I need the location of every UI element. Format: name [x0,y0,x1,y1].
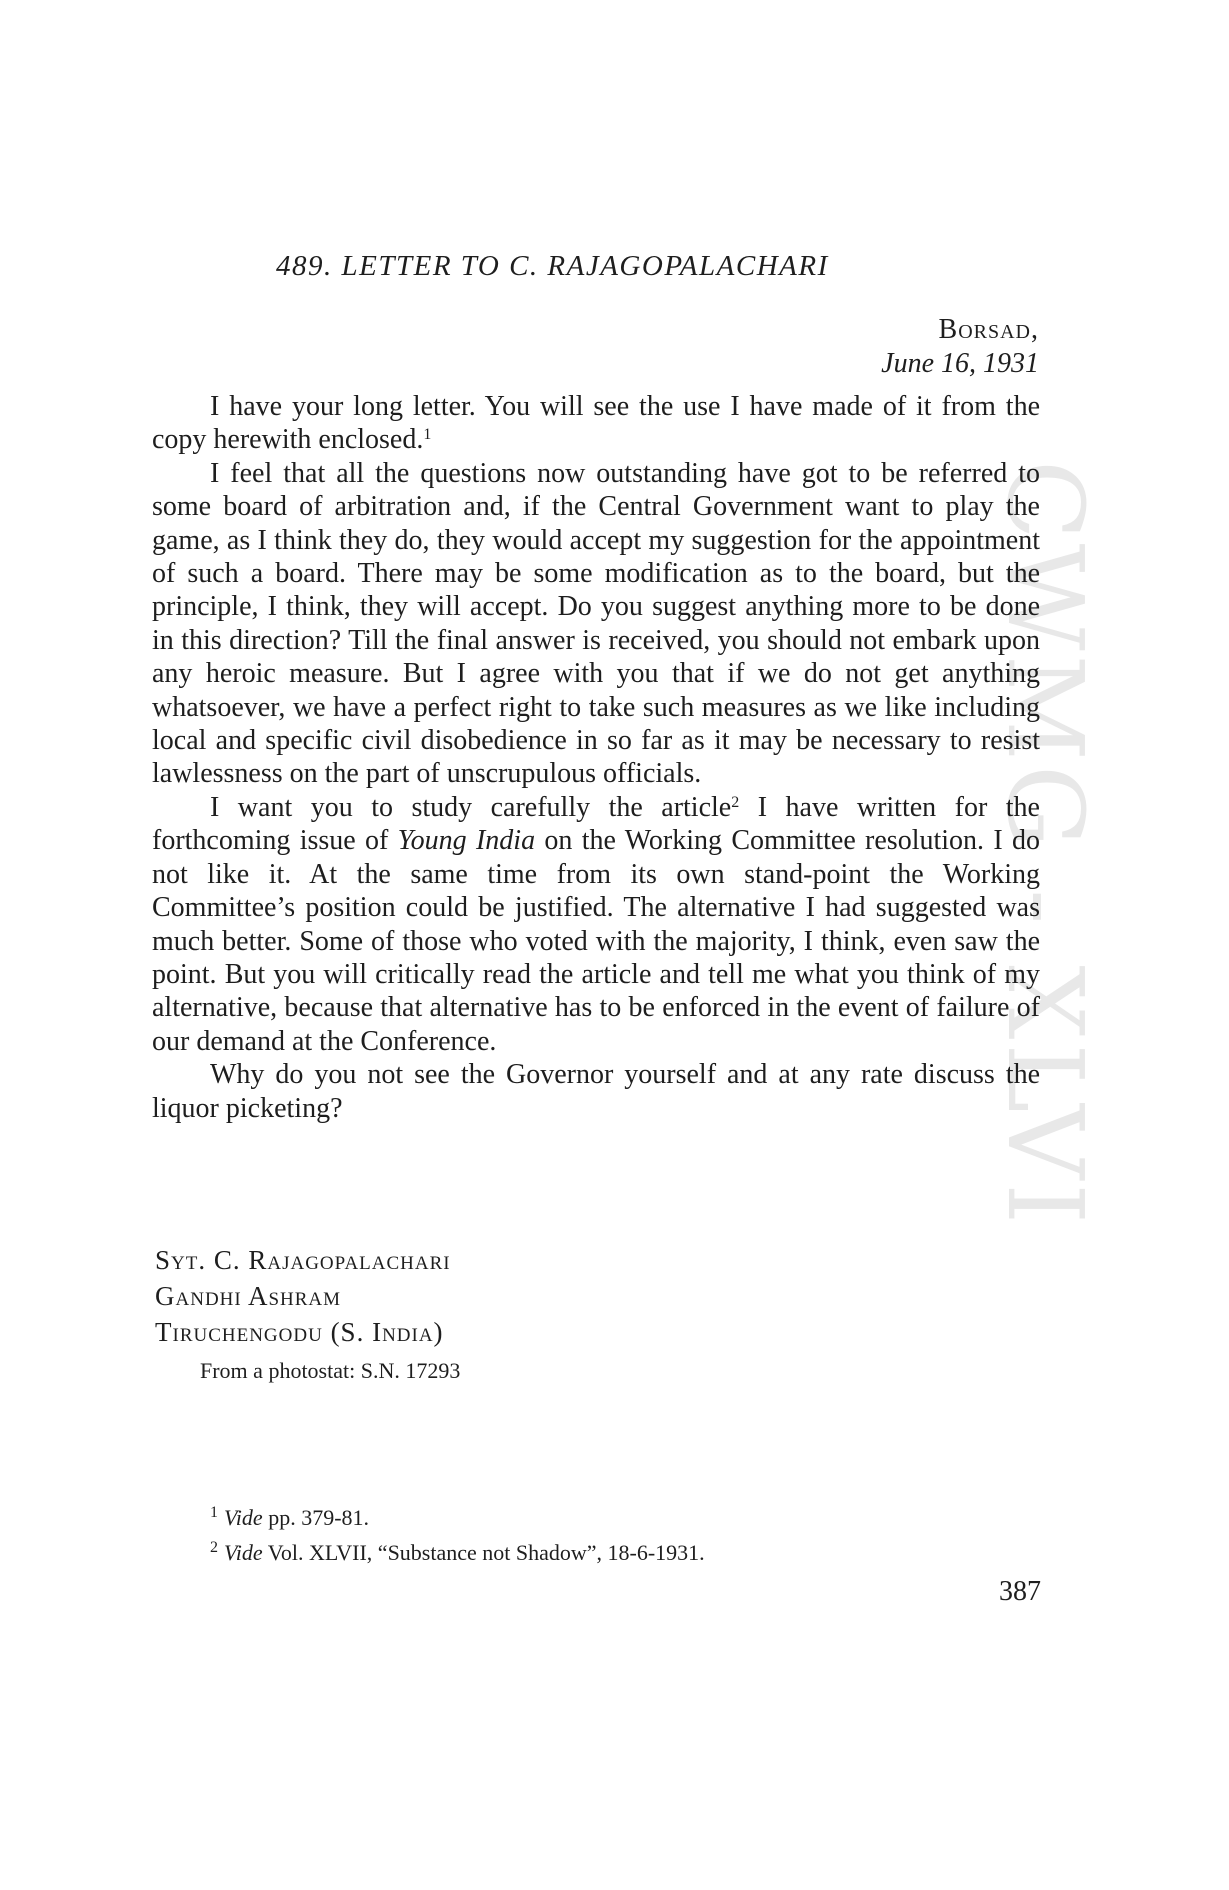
page-number: 387 [999,1576,1041,1607]
footnote-1 [210,1498,705,1533]
footnote-1-text: pp. 379-81. [262,1505,370,1530]
address-block [155,1242,451,1350]
footnotes [210,1498,705,1568]
watermark-text: CWMG - XLVI [984,460,1106,1229]
paragraph-4: Why do you not see the Governor yourself and at any rate discuss the liquor picketing? [152,1059,1040,1124]
letter-place: Borsad, [938,314,1039,345]
letter-heading: 489. LETTER TO C. RAJAGOPALACHARI [276,250,829,282]
footnote-1-vide: Vide [224,1505,263,1530]
address-line-3: Tiruchengodu (S. India) [155,1317,444,1347]
letter-body [152,390,1040,1125]
paragraph-1 [152,390,1040,457]
paragraph-3-text-a: I want you to study carefully the article [210,791,732,823]
address-line-1: Syt. C. Rajagopalachari [155,1245,451,1275]
paragraph-1-text: I have your long letter. You will see the use I have made of it from the copy herewith enclosed. [152,391,1040,456]
footnote-2-vide: Vide [224,1540,263,1565]
source-note: From a photostat: S.N. 17293 [200,1358,461,1383]
publication-title: Young India [397,825,536,857]
paragraph-3-text-b: I have written for the forthcoming issue of [152,791,1040,857]
footnote-ref-2: 2 [731,793,740,811]
address-line-2: Gandhi Ashram [155,1281,342,1311]
footnote-ref-1: 1 [423,426,432,444]
paragraph-3 [152,791,1040,1058]
paragraph-3-text-c: on the Working Committee resolution. I do not like it. At the same time from its own stand-point the Working Committee’s position could be justified. The alternative I had suggested was much better. Some of those who voted with the majority, I think, even saw the point. But you will critically read the article and tell me what you think of my alternative, because that alternative has to be enforced in the event of failure of our demand at the Conference. [152,825,1040,1057]
footnote-2 [210,1533,705,1568]
footnote-1-mark: 1 [210,1504,218,1521]
footnote-2-text: Vol. XLVII, “Substance not Shadow”, 18-6-1931. [262,1540,705,1565]
letter-date: June 16, 1931 [881,348,1039,379]
paragraph-2: I feel that all the questions now outstanding have got to be referred to some board of arbitration and, if the Central Government want to play the game, as I think they do, they would accept my suggestion for the appointment of such a board. There may be some modification as to the board, but the principle, I think, they will accept. Do you suggest anything more to be done in this direction? Till the final answer is received, you should not embark upon any heroic measure. But I agree with you that if we do not get anything whatsoever, we have a perfect right to take such measures as we like including local and specific civil disobedience in so far as it may be necessary to resist lawlessness on the part of unscrupulous officials. [152,457,1040,790]
footnote-2-mark: 2 [210,1539,218,1556]
